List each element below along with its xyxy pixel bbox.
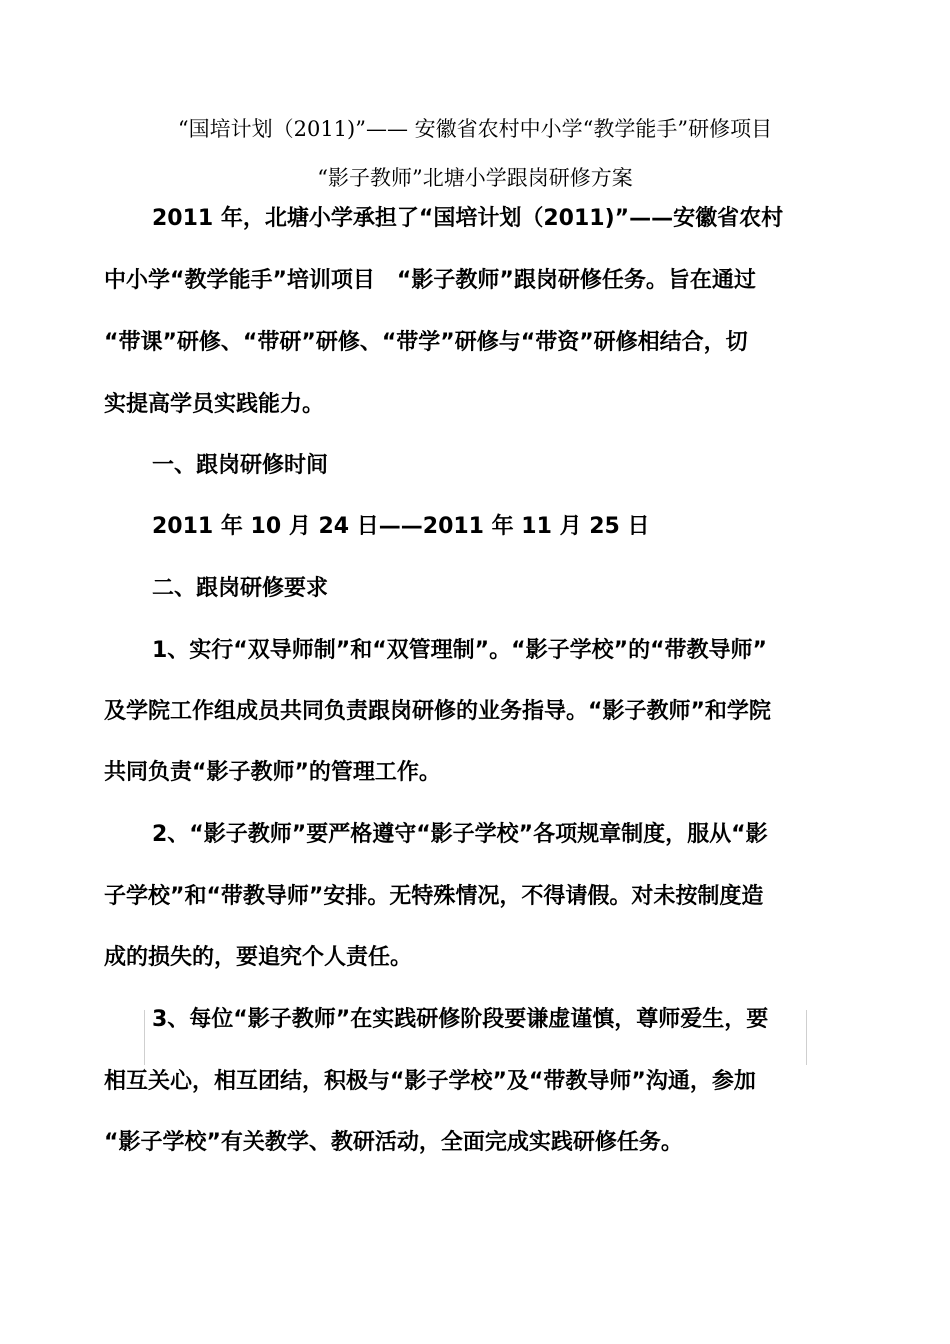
section-2-heading: 二、跟岗研修要求 xyxy=(152,576,329,601)
section-1-heading: 一、跟岗研修时间 xyxy=(152,453,329,478)
item-3-line-1: 3、每位“影子教师”在实践研修阶段要谦虚谨慎，尊师爱生，要 xyxy=(152,1007,769,1032)
item-2-line-1: 2、“影子教师”要严格遵守“影子学校”各项规章制度，服从“影 xyxy=(152,822,768,847)
item-2-line-2: 子学校”和“带教导师”安排。无特殊情况，不得请假。对未按制度造 xyxy=(104,884,764,909)
intro-line-4: 实提高学员实践能力。 xyxy=(104,392,325,417)
intro-line-1: 2011 年，北塘小学承担了“国培计划（2011)”——安徽省农村 xyxy=(152,206,784,231)
item-2-line-3: 成的损失的，要追究个人责任。 xyxy=(104,945,413,970)
frame-line-right xyxy=(806,1010,807,1065)
item-3-line-3: “影子学校”有关教学、教研活动，全面完成实践研修任务。 xyxy=(104,1130,683,1155)
section-1-dates: 2011 年 10 月 24 日——2011 年 11 月 25 日 xyxy=(152,514,650,539)
frame-line-left xyxy=(144,1010,145,1065)
intro-line-3: “带课”研修、“带研”研修、“带学”研修与“带资”研修相结合，切 xyxy=(104,330,748,355)
item-1-line-2: 及学院工作组成员共同负责跟岗研修的业务指导。“影子教师”和学院 xyxy=(104,699,771,724)
document-title-line-1: “国培计划（2011)”—— 安徽省农村中小学“教学能手”研修项目 xyxy=(177,117,773,141)
item-1-line-3: 共同负责“影子教师”的管理工作。 xyxy=(104,760,441,785)
intro-line-2: 中小学“教学能手”培训项目 “影子教师”跟岗研修任务。旨在通过 xyxy=(104,268,756,293)
item-3-line-2: 相互关心，相互团结，积极与“影子学校”及“带教导师”沟通，参加 xyxy=(104,1069,756,1094)
document-title-line-2: “影子教师”北塘小学跟岗研修方案 xyxy=(317,166,633,190)
item-1-line-1: 1、实行“双导师制”和“双管理制”。“影子学校”的“带教导师” xyxy=(152,638,767,663)
